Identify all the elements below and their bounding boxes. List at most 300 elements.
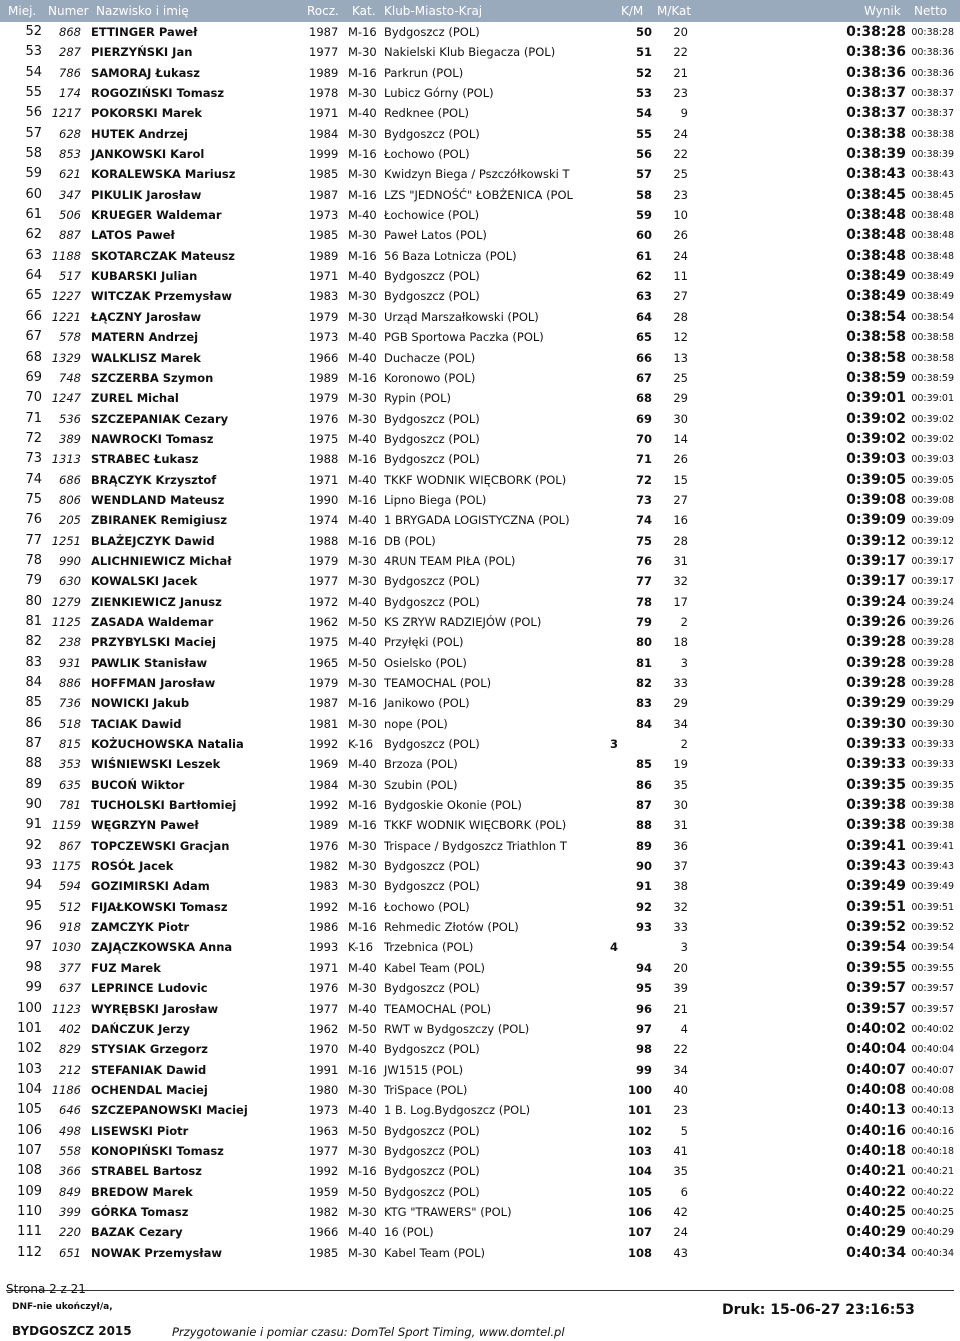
cell-place: 58 [25,146,42,162]
table-row [0,856,960,876]
cell-year: 1999 [309,147,339,162]
cell-result: 0:38:28 [846,24,906,40]
cell-result: 0:40:25 [846,1203,906,1220]
cell-name: LISEWSKI Piotr [91,1123,189,1138]
table-row [0,1080,960,1100]
cell-name: LATOS Paweł [91,228,175,243]
cell-number: 686 [59,472,81,487]
cell-name: WIŚNIEWSKI Leszek [91,757,221,772]
cell-km: 76 [635,553,652,568]
cell-category: K-16 [348,940,374,955]
cell-result: 0:39:28 [846,634,906,651]
cell-category: M-30 [348,676,377,690]
cell-number: 1279 [51,594,81,609]
cell-number: 918 [59,920,81,935]
table-row [0,1039,960,1059]
cell-place: 85 [25,695,42,711]
cell-result: 0:39:41 [846,837,906,854]
cell-year: 1974 [309,513,339,528]
cell-category: K-16 [348,737,374,752]
results-table-body [0,22,960,1263]
cell-name: TOPCZEWSKI Gracjan [91,838,230,853]
cell-number: 646 [59,1103,81,1118]
cell-mkat: 29 [673,696,688,711]
cell-net: 00:38:48 [911,250,954,262]
cell-number: 887 [59,228,81,243]
cell-net: 00:40:13 [911,1105,954,1117]
cell-mkat: 30 [673,798,688,813]
cell-km: 71 [635,452,652,467]
cell-name: KORALEWSKA Mariusz [91,167,236,182]
cell-name: WYRĘBSKI Jarosław [91,1001,219,1016]
cell-year: 1978 [309,86,339,101]
cell-club: Trispace / Bydgoszcz Triathlon T [384,838,567,853]
cell-category: M-40 [348,1042,377,1057]
cell-net: 00:40:04 [911,1044,954,1056]
cell-year: 1966 [309,350,339,365]
table-row [0,164,960,184]
table-row [0,205,960,225]
cell-place: 56 [25,105,42,121]
cell-km: 73 [635,492,652,507]
table-row [0,388,960,408]
cell-number: 498 [59,1123,81,1138]
cell-net: 00:39:28 [911,678,954,689]
cell-result: 0:40:18 [846,1142,906,1159]
header-result: Wynik [864,4,901,18]
cell-km: 68 [635,391,652,406]
cell-place: 90 [25,797,42,813]
cell-km: 55 [635,126,652,141]
cell-mkat: 24 [673,126,688,141]
cell-name: STEFANIAK Dawid [91,1062,207,1077]
cell-number: 174 [59,86,81,101]
cell-mkat: 38 [673,879,688,894]
cell-mkat: 4 [680,1021,688,1036]
cell-mkat: 26 [673,452,688,467]
cell-club: Lubicz Górny (POL) [384,86,494,101]
cell-place: 111 [17,1224,42,1240]
cell-net: 00:40:02 [911,1023,954,1035]
cell-club: Trzebnica (POL) [384,940,474,955]
cell-result: 0:40:04 [846,1041,906,1058]
cell-net: 00:40:22 [911,1186,954,1198]
cell-net: 00:39:35 [911,779,954,791]
cell-name: TACIAK Dawid [91,716,182,731]
cell-km: 88 [635,818,652,833]
cell-name: FUZ Marek [91,960,161,975]
cell-result: 0:38:48 [846,207,906,224]
cell-number: 806 [59,492,81,507]
cell-name: KONOPIŃSKI Tomasz [91,1143,224,1158]
cell-result: 0:39:38 [846,797,906,814]
cell-year: 1977 [309,45,339,60]
table-row [0,1121,960,1141]
cell-mkat: 21 [673,1001,688,1016]
cell-name: OCHENDAL Maciej [91,1082,208,1097]
cell-net: 00:39:54 [911,942,954,954]
cell-name: JANKOWSKI Karol [91,147,205,162]
cell-place: 110 [17,1203,42,1219]
cell-result: 0:39:17 [846,573,906,590]
cell-km: 85 [635,757,652,772]
cell-category: M-40 [348,472,377,487]
cell-year: 1973 [309,1103,339,1118]
cell-mkat: 6 [680,1184,688,1199]
cell-place: 60 [25,186,42,202]
cell-name: HUTEK Andrzej [91,126,189,141]
cell-club: Bydgoszcz (POL) [384,126,480,141]
cell-place: 112 [17,1244,42,1260]
cell-number: 506 [59,208,81,223]
cell-number: 518 [59,716,81,731]
cell-number: 736 [59,696,81,711]
cell-club: DB (POL) [384,533,436,548]
cell-number: 867 [59,838,81,853]
cell-mkat: 42 [673,1204,688,1219]
cell-result: 0:40:02 [846,1020,906,1037]
cell-net: 00:40:29 [911,1227,954,1239]
cell-year: 1975 [309,635,339,650]
cell-year: 1985 [309,1245,339,1260]
cell-year: 1962 [309,614,339,629]
cell-result: 0:38:49 [846,288,906,305]
cell-name: KUBARSKI Julian [91,269,198,284]
cell-place: 101 [17,1020,42,1036]
cell-name: WITCZAK Przemysław [91,289,232,304]
cell-result: 0:40:34 [846,1244,906,1261]
cell-year: 1988 [309,452,339,467]
cell-number: 1217 [51,106,81,121]
table-row [0,449,960,469]
cell-name: SZCZERBA Szymon [91,370,214,385]
cell-name: PIKULIK Jarosław [91,187,202,202]
cell-place: 70 [25,390,42,406]
cell-number: 366 [59,1164,81,1179]
cell-result: 0:40:22 [846,1183,906,1200]
table-row [0,185,960,205]
header-club: Klub-Miasto-Kraj [384,4,483,18]
cell-mkat: 5 [680,1123,688,1138]
cell-name: GOZIMIRSKI Adam [91,879,210,894]
table-row [0,612,960,632]
cell-result: 0:39:52 [846,919,906,936]
cell-club: Bydgoszcz (POL) [384,1164,480,1179]
cell-mkat: 27 [673,289,688,304]
cell-category: M-40 [348,757,377,772]
cell-number: 1030 [51,940,81,955]
cell-km: 100 [627,1082,652,1097]
cell-club: Bydgoszcz (POL) [384,289,480,304]
cell-place: 73 [25,451,42,467]
cell-km: 87 [635,798,652,813]
cell-number: 621 [59,167,81,182]
cell-number: 399 [59,1204,81,1219]
cell-club: Bydgoszcz (POL) [384,594,480,609]
table-row [0,368,960,388]
cell-name: HOFFMAN Jarosław [91,676,216,690]
cell-km: 77 [635,574,652,589]
cell-year: 1982 [309,859,339,874]
cell-category: M-50 [348,1123,377,1138]
cell-km: 83 [635,696,652,711]
cell-year: 1959 [309,1184,339,1199]
cell-km: 65 [635,330,652,345]
cell-category: M-16 [348,452,377,467]
cell-number: 886 [59,676,81,690]
table-row [0,510,960,530]
cell-result: 0:39:02 [846,410,906,427]
cell-place: 53 [25,44,42,60]
cell-place: 92 [25,837,42,853]
cell-club: TKKF WODNIK WIĘCBORK (POL) [384,818,567,833]
cell-mkat: 23 [673,1103,688,1118]
cell-net: 00:39:38 [911,820,954,832]
cell-number: 637 [59,981,81,996]
cell-net: 00:38:59 [911,372,954,384]
cell-net: 00:39:55 [911,962,954,974]
cell-year: 1976 [309,838,339,853]
cell-name: PIERZYŃSKI Jan [91,45,193,60]
cell-club: KTG "TRAWERS" (POL) [384,1204,512,1219]
cell-result: 0:40:13 [846,1102,906,1119]
table-row [0,429,960,449]
cell-category: M-40 [348,350,377,365]
cell-number: 786 [59,65,81,80]
cell-km: 54 [635,106,652,121]
cell-km: 51 [635,45,652,60]
cell-name: ZASADA Waldemar [91,614,214,629]
cell-net: 00:38:48 [911,210,954,222]
cell-result: 0:38:59 [846,369,906,386]
table-row [0,653,960,673]
cell-category: M-16 [348,25,377,39]
cell-result: 0:39:26 [846,613,906,630]
cell-category: M-30 [348,86,377,101]
cell-km: 74 [635,513,652,528]
cell-mkat: 25 [673,167,688,182]
cell-result: 0:40:29 [846,1224,906,1241]
cell-mkat: 40 [673,1082,688,1097]
cell-year: 1980 [309,1082,339,1097]
cell-place: 99 [25,980,42,996]
cell-mkat: 33 [673,676,688,690]
cell-number: 853 [59,147,81,162]
cell-place: 72 [25,430,42,446]
cell-name: ZAJĄCZKOWSKA Anna [91,940,233,955]
cell-category: M-30 [348,1204,377,1219]
cell-mkat: 27 [673,492,688,507]
cell-net: 00:39:33 [911,739,954,751]
table-row [0,815,960,835]
cell-mkat: 2 [680,614,688,629]
cell-result: 0:40:16 [846,1122,906,1139]
cell-result: 0:38:38 [846,125,906,142]
cell-year: 1977 [309,1143,339,1158]
cell-km: 61 [635,248,652,263]
cell-result: 0:38:48 [846,227,906,244]
table-row [0,1182,960,1202]
table-row [0,673,960,693]
cell-name: BLAŻEJCZYK Dawid [91,533,215,548]
cell-result: 0:38:39 [846,146,906,163]
cell-place: 66 [25,308,42,324]
cell-place: 109 [17,1183,42,1199]
table-row [0,327,960,347]
cell-result: 0:39:30 [846,715,906,732]
cell-result: 0:38:43 [846,166,906,183]
cell-km: 96 [635,1001,652,1016]
cell-net: 00:38:37 [911,88,954,100]
cell-number: 1227 [51,289,81,304]
cell-category: M-16 [348,899,377,914]
cell-club: Bydgoszcz (POL) [384,1184,480,1199]
cell-net: 00:39:05 [911,474,954,486]
cell-place: 94 [25,878,42,894]
cell-mkat: 37 [673,859,688,874]
cell-place: 74 [25,471,42,487]
cell-year: 1985 [309,228,339,243]
cell-club: Bydgoszcz (POL) [384,431,480,446]
header-number: Numer [48,4,89,18]
cell-year: 1966 [309,1225,339,1240]
cell-km: 67 [635,370,652,385]
cell-place: 97 [25,939,42,955]
cell-year: 1971 [309,269,339,284]
cell-net: 00:40:21 [911,1166,954,1178]
cell-result: 0:38:58 [846,329,906,346]
cell-category: M-16 [348,696,377,711]
cell-category: M-30 [348,574,377,589]
cell-result: 0:38:48 [846,247,906,264]
cell-year: 1975 [309,431,339,446]
cell-club: Rypin (POL) [384,391,451,406]
cell-name: TUCHOLSKI Bartłomiej [91,798,237,813]
cell-club: KS ZRYW RADZIEJÓW (POL) [384,614,542,629]
cell-year: 1987 [309,696,339,711]
cell-name: ROGOZIŃSKI Tomasz [91,86,225,101]
cell-number: 829 [59,1042,81,1057]
cell-result: 0:39:33 [846,756,906,773]
cell-year: 1977 [309,574,339,589]
cell-name: ALICHNIEWICZ Michał [91,553,232,568]
cell-result: 0:38:37 [846,85,906,102]
cell-km: 53 [635,86,652,101]
cell-net: 00:39:30 [911,718,954,730]
cell-net: 00:39:51 [911,901,954,913]
cell-year: 1973 [309,330,339,345]
cell-number: 377 [59,960,81,975]
cell-km: 70 [635,431,652,446]
cell-km: 92 [635,899,652,914]
cell-name: STYSIAK Grzegorz [91,1042,208,1057]
cell-number: 815 [59,737,81,752]
cell-club: Bydgoszcz (POL) [384,574,480,589]
legend-text: DNF-nie ukończył/a, [12,1302,113,1312]
cell-category: M-30 [348,838,377,853]
cell-year: 1969 [309,757,339,772]
cell-club: Bydgoszcz (POL) [384,1123,480,1138]
cell-club: Bydgoszcz (POL) [384,1143,480,1158]
cell-club: Redknee (POL) [384,106,469,121]
cell-net: 00:38:49 [911,291,954,303]
table-row [0,1222,960,1242]
cell-name: MATERN Andrzej [91,330,199,345]
cell-mkat: 32 [673,574,688,589]
cell-result: 0:39:03 [846,451,906,468]
cell-mkat: 12 [673,330,688,345]
cell-result: 0:39:17 [846,552,906,569]
cell-number: 353 [59,757,81,772]
cell-year: 1987 [309,187,339,202]
table-row [0,83,960,103]
cell-place: 104 [17,1081,42,1097]
cell-year: 1963 [309,1123,339,1138]
cell-place: 78 [25,552,42,568]
header-category: Kat. [352,4,376,18]
cell-name: KOWALSKI Jacek [91,574,198,589]
cell-name: NOWAK Przemysław [91,1245,222,1260]
cell-km: 63 [635,289,652,304]
table-row [0,978,960,998]
cell-km: 90 [635,859,652,874]
cell-number: 205 [59,513,81,528]
cell-year: 1979 [309,391,339,406]
cell-result: 0:39:24 [846,593,906,610]
cell-mkat: 41 [673,1143,688,1158]
cell-net: 00:39:08 [911,494,954,506]
cell-category: M-30 [348,391,377,406]
cell-club: PGB Sportowa Paczka (POL) [384,330,544,345]
cell-number: 1251 [51,533,81,548]
cell-place: 105 [17,1102,42,1118]
table-row [0,1202,960,1222]
cell-place: 93 [25,858,42,874]
cell-year: 1983 [309,879,339,894]
cell-net: 00:39:41 [911,840,954,852]
cell-year: 1976 [309,981,339,996]
page-number: Strona 2 z 21 [6,1282,86,1296]
cell-km: 81 [635,655,652,670]
cell-club: LZS "JEDNOŚĆ" ŁOBŻENICA (POL [384,187,573,202]
cell-net: 00:39:33 [911,759,954,771]
cell-km: 56 [635,147,652,162]
cell-club: Kabel Team (POL) [384,960,486,975]
cell-mkat: 31 [673,818,688,833]
cell-name: LEPRINCE Ludovic [91,981,208,996]
cell-km: 95 [635,981,652,996]
cell-number: 578 [59,330,81,345]
header-mkat: M/Kat [657,4,692,18]
cell-name: BUCOŃ Wiktor [91,777,185,792]
table-row [0,124,960,144]
header-km: K/M [621,4,644,18]
cell-number: 220 [59,1225,81,1240]
cell-place: 65 [25,288,42,304]
cell-year: 1991 [309,1062,339,1077]
cell-club: RWT w Bydgoszczy (POL) [384,1021,530,1036]
cell-place: 100 [17,1000,42,1016]
cell-category: M-30 [348,309,377,324]
cell-name: ŁĄCZNY Jarosław [91,309,202,324]
cell-mkat: 23 [673,187,688,202]
cell-place: 108 [17,1163,42,1179]
cell-category: M-30 [348,411,377,426]
cell-place: 98 [25,959,42,975]
cell-number: 1313 [51,452,81,467]
cell-year: 1984 [309,777,339,792]
cell-km: 3 [610,737,619,752]
